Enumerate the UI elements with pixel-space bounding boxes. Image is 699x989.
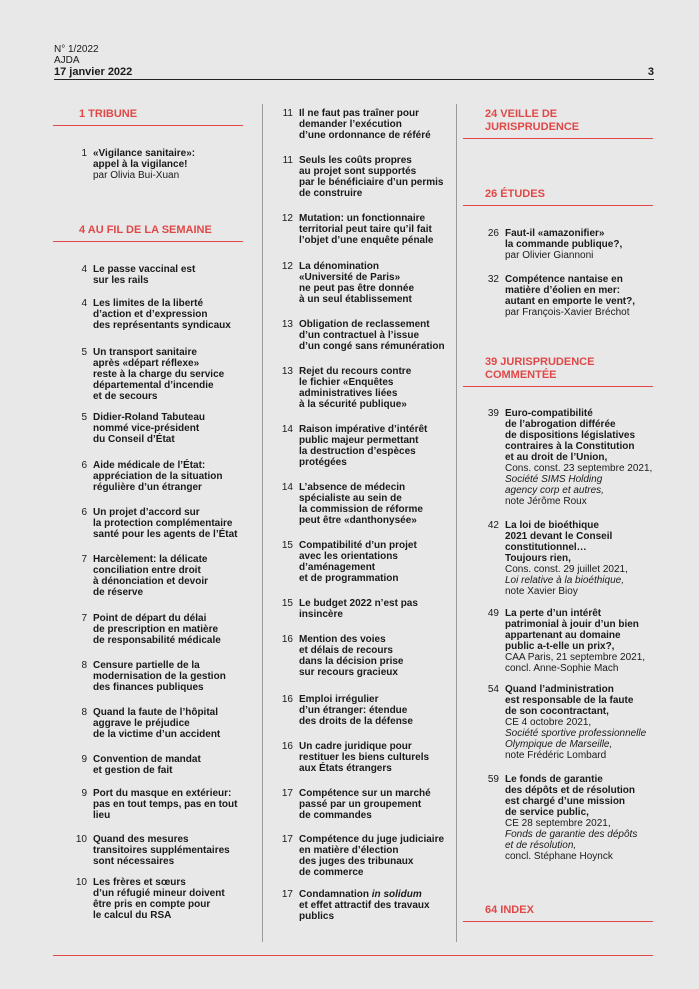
- entry-title: Un transport sanitaire après «départ réflexe» reste à la charge du service départemental d’incendie et de secours: [93, 347, 225, 402]
- entry-page: 7: [81, 613, 87, 624]
- entry-title: Les limites de la liberté d’action et d’expression des représentants syndicaux: [93, 298, 231, 331]
- entry-page: 6: [81, 507, 87, 518]
- journal-name: AJDA: [54, 55, 80, 66]
- entry-reference-italic: Société sportive professionnelle Olympique de Marseille,: [505, 728, 647, 750]
- entry-title-italic: in solidum: [371, 889, 422, 900]
- entry-title: Compétence du juge judiciaire en matière d’élection des juges des tribunaux de commerce: [299, 834, 445, 878]
- entry-page: 15: [281, 598, 293, 609]
- entry-page: 5: [81, 347, 87, 358]
- entry-reference: CE 4 octobre 2021,: [505, 717, 592, 728]
- entry-page: 17: [281, 889, 293, 900]
- entry-title: Mention des voies et délais de recours dans la décision prise sur recours gracieux: [299, 634, 404, 678]
- entry-page: 9: [81, 754, 87, 765]
- entry-author: par Olivier Giannoni: [505, 250, 594, 261]
- entry-page: 32: [487, 274, 499, 285]
- entry-page: 6: [81, 460, 87, 471]
- entry-title: Faut-il «amazonifier» la commande publique?,: [505, 228, 623, 250]
- section-jurisprudence-commentee: [463, 356, 653, 387]
- entry-page: 16: [281, 634, 293, 645]
- entry-title: Compatibilité d’un projet avec les orientations d’aménagement et de programmation: [299, 540, 417, 584]
- section-title: 26 ÉTUDES: [463, 188, 653, 206]
- entry-title: Le passe vaccinal est sur les rails: [93, 264, 196, 286]
- entry-page: 16: [281, 741, 293, 752]
- entry-reference-italic: Société SIMS Holding agency corp et autres,: [505, 474, 604, 496]
- section-title: 1 TRIBUNE: [53, 108, 243, 126]
- entry-page: 9: [81, 788, 87, 799]
- entry-title: Raison impérative d’intérêt public majeur permettant la destruction d’espèces protégées: [299, 424, 428, 468]
- entry-title: La dénomination «Université de Paris» ne peut pas être donnée à un seul établissement: [299, 261, 415, 305]
- entry-page: 17: [281, 834, 293, 845]
- entry-page: 14: [281, 424, 293, 435]
- entry-page: 54: [487, 684, 499, 695]
- section-etudes: [463, 188, 653, 206]
- entry-page: 16: [281, 694, 293, 705]
- entry-page: 42: [487, 520, 499, 531]
- entry-note: concl. Stéphane Hoynck: [505, 851, 613, 862]
- entry-page: 4: [81, 264, 87, 275]
- section-title: 64 INDEX: [463, 904, 653, 922]
- entry-reference: Cons. const. 23 septembre 2021,: [505, 463, 653, 474]
- section-veille-de-jurisprudence[interactable]: [463, 108, 653, 139]
- section-title: 24 VEILLE DE JURISPRUDENCE: [463, 108, 653, 139]
- entry-page: 49: [487, 608, 499, 619]
- entry-title: Quand la faute de l’hôpital aggrave le préjudice de la victime d’un accident: [93, 707, 221, 740]
- entry-reference-italic: Fonds de garantie des dépôts et de résolution,: [505, 829, 638, 851]
- entry-page: 39: [487, 408, 499, 419]
- entry-title: «Vigilance sanitaire»: appel à la vigilance!: [93, 148, 196, 170]
- issue-date: 17 janvier 2022: [54, 66, 133, 78]
- entry-title: [299, 889, 447, 922]
- section-au-fil-de-la-semaine: [53, 224, 243, 242]
- entry-title: Euro-compatibilité de l’abrogation différée de dispositions législatives contraires à la Constitution et au droit de l’Union,: [505, 408, 636, 463]
- entry-page: 26: [487, 228, 499, 239]
- entry-reference: Cons. const. 29 juillet 2021,: [505, 564, 628, 575]
- entry-page: 12: [281, 213, 293, 224]
- entry-author: par Olivia Bui-Xuan: [93, 170, 180, 181]
- entry-title: Seuls les coûts propres au projet sont supportés par le bénéficiaire d’un permis de construire: [299, 155, 444, 199]
- entry-reference: CAA Paris, 21 septembre 2021, concl. Anne-Sophie Mach: [505, 652, 646, 674]
- entry-author: par François-Xavier Bréchot: [505, 307, 630, 318]
- footer-rule: [53, 955, 653, 956]
- entry-page: 8: [81, 707, 87, 718]
- entry-title: Il ne faut pas traîner pour demander l’exécution d’une ordonnance de référé: [299, 108, 431, 141]
- entry-page: 11: [282, 155, 293, 166]
- entry-page: 11: [282, 108, 293, 119]
- page-header: [54, 44, 654, 79]
- page-number: 3: [647, 66, 654, 78]
- entry-title: La loi de bioéthique 2021 devant le Conseil constitutionnel… Toujours rien,: [505, 520, 613, 564]
- entry-page: 13: [281, 366, 293, 377]
- entry-page: 59: [487, 774, 499, 785]
- entry-title: Le budget 2022 n’est pas insincère: [299, 598, 418, 620]
- entry-note: note Frédéric Lombard: [505, 750, 607, 761]
- entry-title: Compétence sur un marché passé par un groupement de commandes: [299, 788, 431, 821]
- entry-title: Rejet du recours contre le fichier «Enquêtes administratives liées à la sécurité publique»: [299, 366, 412, 410]
- column-divider: [262, 104, 263, 942]
- entry-title: Quand des mesures transitoires supplémentaires sont nécessaires: [93, 834, 230, 867]
- issue-number: N° 1/2022: [54, 44, 99, 55]
- entry-page: 17: [281, 788, 293, 799]
- entry-title: Didier-Roland Tabuteau nommé vice-président du Conseil d’État: [93, 412, 206, 445]
- entry-page: 13: [281, 319, 293, 330]
- entry-note: note Jérôme Roux: [505, 496, 587, 507]
- header-rule: [54, 79, 654, 80]
- entry-title: La perte d’un intérêt patrimonial à jouir d’un bien appartenant au domaine public a-t-elle un prix?,: [505, 608, 639, 652]
- entry-title-part: Condamnation: [299, 889, 372, 900]
- entry-title: Port du masque en extérieur: pas en tout temps, pas en tout lieu: [93, 788, 238, 821]
- entry-page: 4: [81, 298, 87, 309]
- entry-title: Compétence nantaise en matière d’éolien en mer: autant en emporte le vent?,: [505, 274, 636, 307]
- entry-title: Quand l’administration est responsable de la faute de son cocontractant,: [505, 684, 634, 717]
- entry-note: note Xavier Bioy: [505, 586, 578, 597]
- entry-page: 15: [281, 540, 293, 551]
- entry-title: Un cadre juridique pour restituer les biens culturels aux États étrangers: [299, 741, 430, 774]
- entry-page: 10: [75, 877, 87, 888]
- entry-title: L’absence de médecin spécialiste au sein de la commission de réforme peut être «danthonysée»: [299, 482, 423, 526]
- entry-page: 7: [81, 554, 87, 565]
- entry-title: Les frères et sœurs d’un réfugié mineur doivent être pris en compte pour le calcul du RSA: [93, 877, 225, 921]
- section-title: 39 JURISPRUDENCE COMMENTÉE: [463, 356, 653, 387]
- entry-page: 10: [75, 834, 87, 845]
- section-tribune: [53, 108, 243, 126]
- entry-title-part: et effet attractif des travaux publics: [299, 900, 430, 922]
- column-divider: [456, 104, 457, 942]
- entry-title: Un projet d’accord sur la protection complémentaire santé pour les agents de l’État: [93, 507, 238, 540]
- section-index[interactable]: [463, 904, 653, 922]
- entry-reference-italic: Loi relative à la bioéthique,: [505, 575, 624, 586]
- entry-title: Obligation de reclassement d’un contractuel à l’issue d’un congé sans rémunération: [299, 319, 445, 352]
- entry-page: 8: [81, 660, 87, 671]
- entry-page: 12: [281, 261, 293, 272]
- entry-title: Convention de mandat et gestion de fait: [93, 754, 201, 776]
- entry-reference: CE 28 septembre 2021,: [505, 818, 611, 829]
- entry-title: Point de départ du délai de prescription en matière de responsabilité médicale: [93, 613, 221, 646]
- entry-title: Harcèlement: la délicate conciliation entre droit à dénonciation et devoir de réserve: [93, 554, 209, 598]
- entry-title: Le fonds de garantie des dépôts et de résolution est chargé d’une mission de service public,: [505, 774, 636, 818]
- entry-title: Censure partielle de la modernisation de la gestion des finances publiques: [93, 660, 226, 693]
- entry-title: Mutation: un fonctionnaire territorial peut taire qu’il fait l’objet d’une enquête pénale: [299, 213, 434, 246]
- section-title: 4 AU FIL DE LA SEMAINE: [53, 224, 243, 242]
- entry-title: Emploi irrégulier d’un étranger: étendue des droits de la défense: [299, 694, 413, 727]
- entry-page: 14: [281, 482, 293, 493]
- entry-page: 1: [81, 148, 87, 159]
- entry-page: 5: [81, 412, 87, 423]
- entry-title: Aide médicale de l’État: appréciation de la situation régulière d’un étranger: [93, 460, 223, 493]
